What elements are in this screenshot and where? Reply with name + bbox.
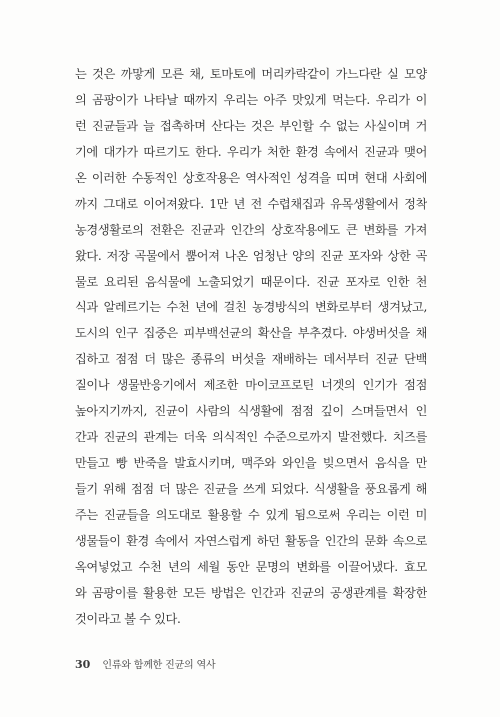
body-line: 도시의 인구 집중은 피부백선균의 확산을 부추겼다. 야생버섯을 채 (75, 326, 427, 341)
body-line: 옥여넣었고 수천 년의 세월 동안 문명의 변화를 이끌어냈다. 효모 (75, 559, 427, 574)
body-line: 높아지기까지, 진균이 사람의 식생활에 점점 깊이 스며들면서 인 (75, 404, 427, 419)
body-line: 물로 요리된 음식물에 노출되었기 때문이다. 진균 포자로 인한 천 (75, 274, 427, 289)
page-footer (75, 653, 215, 672)
body-line: 의 곰팡이가 나타날 때까지 우리는 아주 맛있게 먹는다. 우리가 이 (75, 92, 427, 107)
body-line: 주는 진균들을 의도대로 활용할 수 있게 됨으로써 우리는 이런 미 (75, 507, 427, 522)
body-line: 는 것은 까맣게 모른 채, 토마토에 머리카락같이 가느다란 실 모양 (75, 67, 427, 81)
body-line: 까지 그대로 이어져왔다. 1만 년 전 수렵채집과 유목생활에서 정착 (75, 196, 427, 211)
body-line: 농경생활로의 전환은 진균과 인간의 상호작용에도 큰 변화를 가져 (75, 222, 427, 237)
running-title: 인류와 함께한 진균의 역사 (102, 660, 216, 671)
body-line: 만들고 빵 반죽을 발효시키며, 맥주와 와인을 빚으면서 음식을 만 (75, 456, 427, 471)
body-line: 질이나 생물반응기에서 제조한 마이코프로틴 너겟의 인기가 점점 (75, 378, 427, 393)
body-line: 와 곰팡이를 활용한 모든 방법은 인간과 진균의 공생관계를 확장한 (75, 585, 427, 600)
body-line: 왔다. 저장 곡물에서 뿜어져 나온 엄청난 양의 진균 포자와 상한 곡 (75, 248, 427, 263)
body-line: 들기 위해 점점 더 많은 진균을 쓰게 되었다. 식생활을 풍요롭게 해 (75, 482, 427, 496)
body-line: 집하고 점점 더 많은 종류의 버섯을 재배하는 데서부터 진균 단백 (75, 352, 427, 367)
body-line: 간과 진균의 관계는 더욱 의식적인 수준으로까지 발전했다. 치즈를 (75, 430, 427, 445)
body-text (75, 62, 427, 633)
body-line: 온 이러한 수동적인 상호작용은 역사적인 성격을 띠며 현대 사회에 (75, 170, 427, 185)
body-line: 런 진균들과 늘 접촉하며 산다는 것은 부인할 수 없는 사실이며 거 (75, 118, 427, 133)
body-line: 생물들이 환경 속에서 자연스럽게 하던 활동을 인간의 문화 속으로 (75, 533, 427, 548)
page-number: 30 (75, 658, 91, 671)
body-line: 기에 대가가 따르기도 한다. 우리가 처한 환경 속에서 진균과 맺어 (75, 144, 427, 159)
body-line: 식과 알레르기는 수천 년에 걸친 농경방식의 변화로부터 생겨났고, (75, 300, 427, 315)
body-line-last: 것이라고 볼 수 있다. (75, 611, 181, 626)
